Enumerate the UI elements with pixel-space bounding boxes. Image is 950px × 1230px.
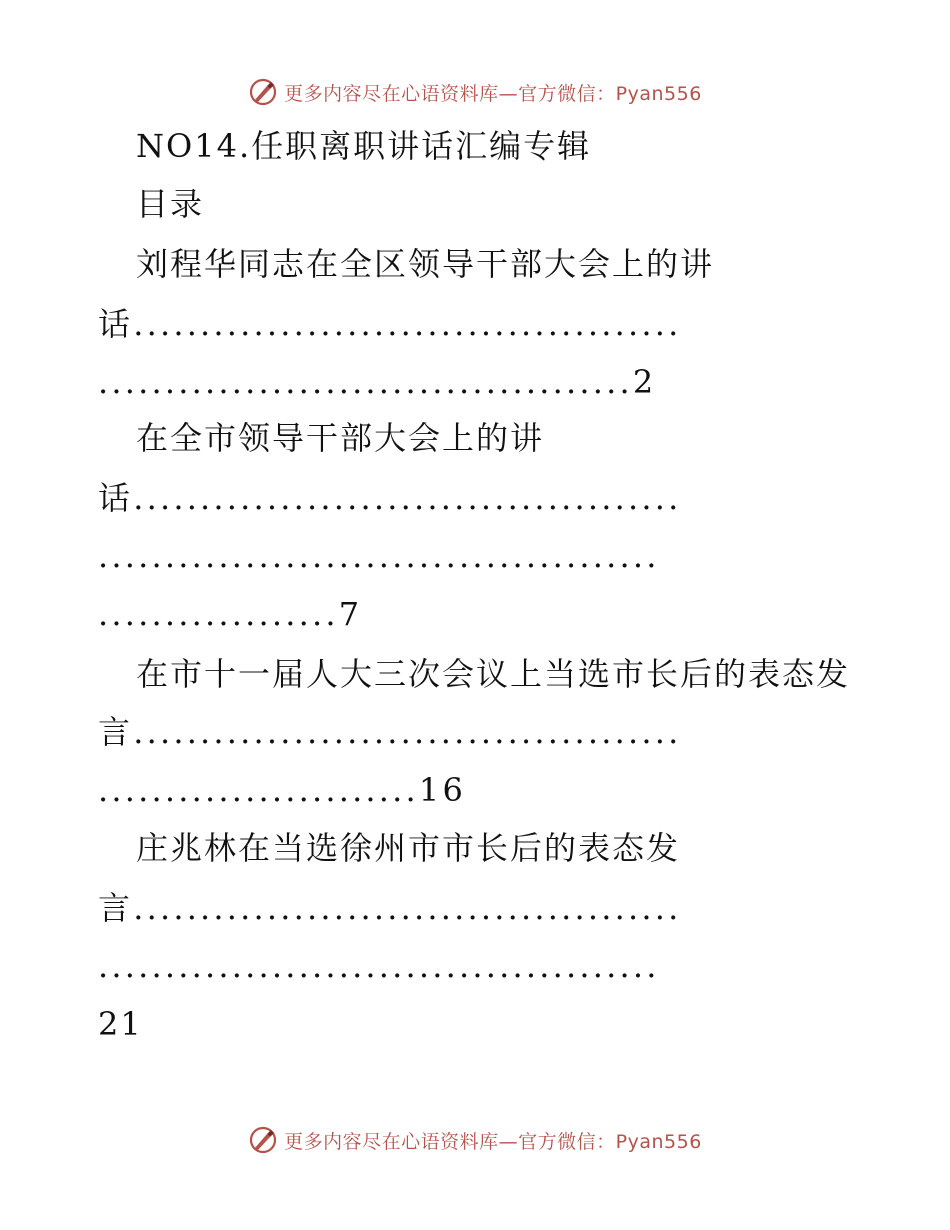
toc-entry-title: 在全市领导干部大会上的讲 bbox=[136, 419, 545, 457]
toc-entry-title: 庄兆林在当选徐州市市长后的表态发 bbox=[136, 829, 681, 867]
toc-entry-leader: 言......................................... bbox=[98, 713, 682, 751]
pen-logo-icon bbox=[248, 1125, 278, 1155]
watermark-text: 更多内容尽在心语资料库—官方微信：Pyan556 bbox=[284, 1130, 702, 1153]
toc-entry-title: 在市十一届人大三次会议上当选市长后的表态发 bbox=[136, 655, 851, 693]
toc-entry-title: 刘程华同志在全区领导干部大会上的讲 bbox=[136, 245, 715, 283]
toc-entry-leader: .......................................... bbox=[98, 947, 660, 985]
toc-entry-leader-page: ........................16 bbox=[98, 771, 467, 809]
toc-heading: 目录 bbox=[136, 185, 205, 223]
pen-logo-icon bbox=[248, 77, 278, 107]
header-watermark bbox=[0, 72, 950, 112]
toc-entry-leader: .......................................... bbox=[98, 537, 660, 575]
footer-watermark bbox=[0, 1120, 950, 1160]
watermark-text: 更多内容尽在心语资料库—官方微信：Pyan556 bbox=[284, 82, 702, 105]
toc-entry-leader-page: ..................7 bbox=[98, 595, 363, 633]
document-title: NO14.任职离职讲话汇编专辑 bbox=[136, 127, 592, 165]
toc-entry-leader: 言......................................... bbox=[98, 889, 682, 927]
toc-entry-leader: 话......................................... bbox=[98, 479, 682, 517]
toc-entry-leader-page: ........................................2 bbox=[98, 363, 657, 401]
toc-entry-page-number: 21 bbox=[98, 1005, 143, 1043]
toc-entry-leader: 话......................................... bbox=[98, 305, 682, 343]
